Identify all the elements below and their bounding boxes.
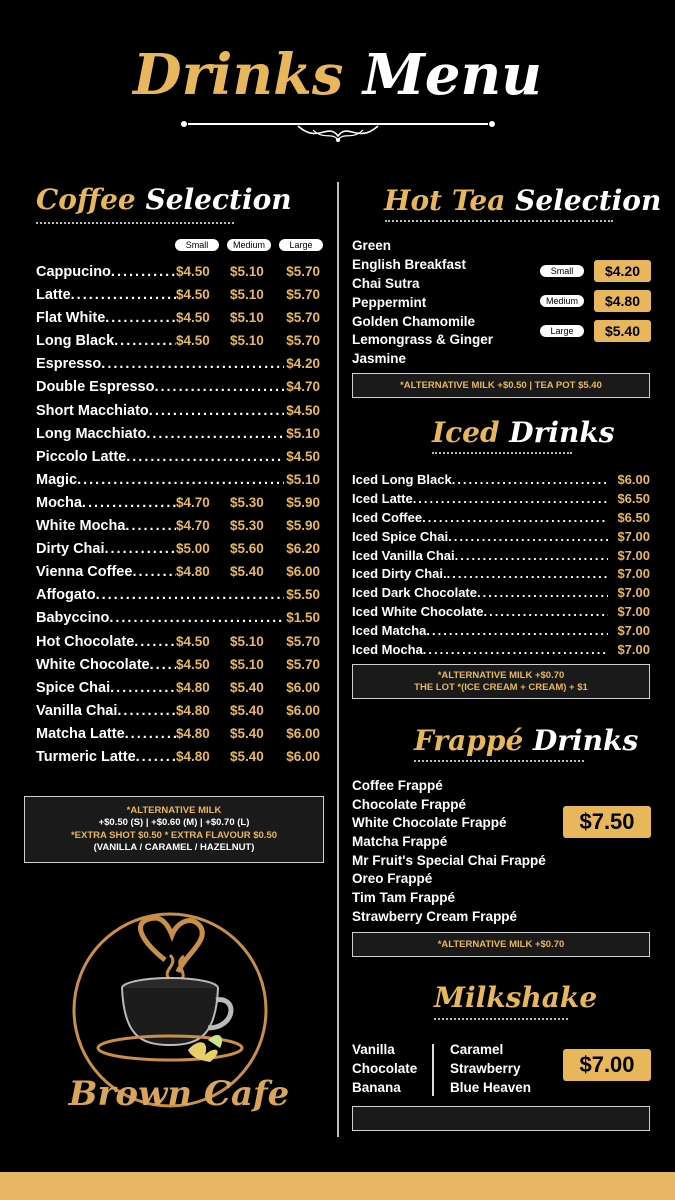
- hot-tea-heading: Hot Tea Selection: [384, 184, 662, 217]
- coffee-item-price: $5.40: [230, 564, 264, 580]
- column-divider: [337, 182, 339, 1137]
- iced-item-price: $6.50: [617, 509, 650, 525]
- milkshake-item: Strawberry: [450, 1060, 521, 1076]
- tea-item: Jasmine: [352, 351, 407, 367]
- coffee-list: [36, 263, 320, 771]
- coffee-item-price: $5.00: [176, 541, 210, 557]
- coffee-item-price: $4.50: [176, 310, 210, 326]
- coffee-item-price: $4.80: [176, 564, 210, 580]
- coffee-item-price: $5.40: [230, 725, 264, 741]
- milkshake-column-2: [450, 1041, 531, 1098]
- frappe-heading: Frappé Drinks: [414, 724, 639, 757]
- iced-item-price: $7.00: [617, 547, 650, 563]
- milkshake-note-box: [352, 1106, 650, 1131]
- coffee-item-price: $5.40: [230, 679, 264, 695]
- dot-leader: [96, 586, 284, 609]
- iced-item-price: $7.00: [617, 566, 650, 582]
- coffee-item-name: Affogato: [36, 587, 96, 604]
- coffee-item-row: [36, 355, 320, 378]
- coffee-item-price: $5.10: [230, 656, 264, 672]
- coffee-item-name: Spice Chai: [36, 679, 111, 696]
- coffee-heading: Coffee Selection: [36, 183, 292, 216]
- dot-leader: [125, 725, 176, 748]
- coffee-item-name: Latte: [36, 287, 71, 304]
- iced-item-name: Iced Dark Chocolate: [352, 585, 477, 601]
- coffee-item-price: $5.10: [286, 425, 320, 441]
- iced-item-row: [352, 565, 650, 584]
- coffee-item-name: Magic: [36, 471, 78, 488]
- iced-item-row: [352, 584, 650, 603]
- milkshake-item: Blue Heaven: [450, 1079, 532, 1095]
- coffee-item-price: $4.50: [176, 264, 210, 279]
- coffee-item-price: $5.60: [230, 541, 264, 557]
- size-pill-small: Small: [175, 239, 219, 251]
- coffee-item-row: [36, 702, 320, 725]
- iced-item-row: [352, 641, 650, 660]
- coffee-item-price: $5.40: [230, 748, 264, 764]
- coffee-item-name: Babyccino: [36, 610, 110, 627]
- coffee-item-price: $5.10: [230, 264, 264, 279]
- frappe-heading-underline: [414, 760, 584, 762]
- tea-item: Lemongrass & Ginger: [352, 332, 494, 348]
- coffee-item-name: Long Macchiato: [36, 425, 147, 442]
- coffee-item-row: [36, 656, 320, 679]
- iced-item-price: $7.00: [617, 585, 650, 601]
- dot-leader: [447, 565, 608, 584]
- title-ornament: [178, 110, 498, 150]
- coffee-item-row: [36, 517, 320, 540]
- coffee-item-row: [36, 633, 320, 656]
- dot-leader: [477, 584, 608, 603]
- coffee-item-name: Cappucino: [36, 264, 111, 280]
- coffee-item-price: $5.70: [286, 656, 320, 672]
- iced-item-name: Iced Coffee: [352, 509, 423, 525]
- coffee-item-row: [36, 448, 320, 471]
- iced-item-row: [352, 471, 650, 490]
- tea-item: Golden Chamomile: [352, 313, 476, 329]
- coffee-item-row: [36, 263, 320, 286]
- iced-item-row: [352, 509, 650, 528]
- iced-item-name: Iced Matcha: [352, 623, 427, 639]
- dot-leader: [455, 547, 608, 566]
- frappe-item: White Chocolate Frappé: [352, 815, 507, 831]
- dot-leader: [71, 286, 176, 309]
- iced-item-row: [352, 547, 650, 566]
- coffee-item-price: $5.40: [230, 702, 264, 718]
- coffee-item-row: [36, 471, 320, 494]
- iced-item-name: Iced Vanilla Chai: [352, 547, 455, 563]
- frappe-item: Chocolate Frappé: [352, 796, 467, 812]
- iced-item-name: Iced Long Black: [352, 472, 452, 487]
- coffee-item-name: Flat White: [36, 310, 106, 327]
- milkshake-price: $7.00: [563, 1049, 651, 1081]
- milkshake-item: Banana: [352, 1079, 401, 1095]
- frappe-item: Coffee Frappé: [352, 778, 443, 793]
- dot-leader: [452, 471, 608, 490]
- coffee-item-price: $4.50: [176, 287, 210, 303]
- coffee-item-name: White Chocolate: [36, 656, 150, 673]
- brown-cafe-logo: [60, 910, 300, 1150]
- coffee-item-row: [36, 748, 320, 771]
- dot-leader: [77, 471, 284, 494]
- dot-leader: [413, 490, 608, 509]
- coffee-item-price: $5.10: [230, 333, 264, 349]
- coffee-item-row: [36, 540, 320, 563]
- frappe-item: Mr Fruit's Special Chai Frappé: [352, 852, 546, 868]
- coffee-item-price: $4.20: [286, 356, 320, 372]
- coffee-item-price: $4.70: [176, 494, 210, 510]
- dot-leader: [105, 540, 177, 563]
- iced-note: *ALTERNATIVE MILK +$0.70 THE LOT *(ICE CREAM + CREAM) + $1: [352, 664, 650, 699]
- tea-price-small: $4.20: [594, 260, 651, 282]
- coffee-item-price: $4.50: [176, 633, 210, 649]
- size-pill-medium: Medium: [227, 239, 271, 251]
- frappe-price: $7.50: [563, 806, 651, 838]
- dot-leader: [111, 263, 176, 286]
- iced-item-name: Iced Latte: [352, 490, 413, 506]
- iced-item-name: Iced Mocha: [352, 642, 423, 658]
- tea-item: English Breakfast: [352, 256, 467, 272]
- coffee-item-price: $6.00: [286, 679, 320, 695]
- iced-heading: Iced Drinks: [432, 416, 615, 449]
- coffee-item-name: Matcha Latte: [36, 725, 125, 742]
- coffee-item-name: Short Macchiato: [36, 402, 149, 419]
- dot-leader: [134, 633, 176, 656]
- coffee-item-price: $5.70: [286, 310, 320, 326]
- dot-leader: [426, 622, 608, 641]
- hot-tea-heading-underline: [385, 220, 613, 222]
- coffee-item-price: $5.50: [286, 587, 320, 603]
- coffee-item-name: Long Black: [36, 333, 115, 350]
- dot-leader: [448, 528, 608, 547]
- iced-item-price: $7.00: [617, 604, 650, 620]
- coffee-item-price: $6.00: [286, 748, 320, 764]
- dot-leader: [110, 679, 176, 702]
- coffee-item-price: $1.50: [286, 610, 320, 626]
- coffee-item-price: $4.80: [176, 702, 210, 718]
- dot-leader: [82, 494, 176, 517]
- dot-leader: [154, 378, 284, 401]
- page-title: Drinks Menu: [133, 42, 542, 108]
- coffee-extras-note: *ALTERNATIVE MILK +$0.50 (S) | +$0.60 (M) | +$0.70 (L) *EXTRA SHOT $0.50 * EXTRA FLAVOUR $0.50 (VANILLA / CARAMEL / HAZELNUT): [24, 796, 324, 863]
- iced-item-name: Iced Dirty Chai.: [352, 566, 447, 582]
- frappe-item: Strawberry Cream Frappé: [352, 908, 518, 924]
- coffee-item-price: $5.70: [286, 633, 320, 649]
- coffee-heading-underline: [36, 222, 234, 224]
- coffee-item-row: [36, 378, 320, 401]
- dot-leader: [136, 748, 176, 771]
- coffee-item-price: $5.30: [230, 494, 264, 510]
- iced-item-row: [352, 622, 650, 641]
- hot-tea-note: *ALTERNATIVE MILK +$0.50 | TEA POT $5.40: [352, 373, 650, 398]
- frappe-item: Matcha Frappé: [352, 834, 448, 850]
- iced-heading-underline: [432, 452, 572, 454]
- coffee-item-price: $4.70: [176, 518, 210, 534]
- iced-list: [352, 471, 650, 660]
- tea-size-small: Small: [540, 265, 584, 277]
- coffee-item-price: $5.30: [230, 518, 264, 534]
- iced-item-row: [352, 603, 650, 622]
- coffee-item-price: $4.80: [176, 748, 210, 764]
- frappe-note: *ALTERNATIVE MILK +$0.70: [352, 932, 650, 957]
- coffee-item-row: [36, 402, 320, 425]
- iced-item-name: Iced White Chocolate: [352, 604, 484, 620]
- coffee-item-name: Hot Chocolate: [36, 633, 135, 650]
- coffee-item-row: [36, 309, 320, 332]
- coffee-item-price: $6.20: [286, 541, 320, 557]
- coffee-item-name: Vienna Coffee: [36, 564, 133, 581]
- coffee-item-name: Piccolo Latte: [36, 448, 127, 465]
- size-pill-large: Large: [279, 239, 323, 251]
- coffee-item-name: White Mocha: [36, 518, 126, 535]
- coffee-item-row: [36, 332, 320, 355]
- iced-item-price: $7.00: [617, 623, 650, 639]
- dot-leader: [101, 355, 284, 378]
- dot-leader: [132, 563, 176, 586]
- dot-leader: [114, 332, 176, 355]
- coffee-item-price: $4.80: [176, 725, 210, 741]
- dot-leader: [149, 402, 284, 425]
- coffee-item-price: $6.00: [286, 564, 320, 580]
- coffee-item-row: [36, 725, 320, 748]
- coffee-item-price: $5.70: [286, 287, 320, 303]
- tea-price-medium: $4.80: [594, 290, 651, 312]
- coffee-item-price: $4.50: [286, 402, 320, 418]
- dot-leader: [150, 656, 176, 679]
- tea-price-large: $5.40: [594, 320, 651, 342]
- iced-item-price: $7.00: [617, 528, 650, 544]
- dot-leader: [117, 702, 176, 725]
- coffee-item-price: $5.90: [286, 494, 320, 510]
- iced-item-row: [352, 528, 650, 547]
- coffee-item-price: $4.50: [176, 656, 210, 672]
- dot-leader: [423, 641, 608, 660]
- coffee-item-name: Vanilla Chai: [36, 702, 118, 719]
- dot-leader: [483, 603, 608, 622]
- tea-size-medium: Medium: [540, 295, 584, 307]
- dot-leader: [146, 425, 284, 448]
- coffee-item-price: $4.70: [286, 379, 320, 395]
- milkshake-separator: [432, 1044, 434, 1096]
- hot-tea-list: [352, 237, 493, 369]
- coffee-item-price: $5.70: [286, 333, 320, 349]
- coffee-item-price: $5.10: [230, 633, 264, 649]
- coffee-item-row: [36, 494, 320, 517]
- coffee-item-row: [36, 286, 320, 309]
- tea-item: Chai Sutra: [352, 275, 420, 291]
- coffee-item-name: Dirty Chai: [36, 541, 105, 558]
- coffee-item-name: Espresso: [36, 356, 102, 373]
- coffee-item-row: [36, 679, 320, 702]
- iced-item-name: Iced Spice Chai: [352, 528, 449, 544]
- coffee-item-price: $4.80: [176, 679, 210, 695]
- coffee-item-row: [36, 563, 320, 586]
- dot-leader: [105, 309, 176, 332]
- dot-leader: [125, 517, 176, 540]
- coffee-item-row: [36, 609, 320, 632]
- coffee-item-price: $4.50: [176, 333, 210, 349]
- coffee-item-name: Turmeric Latte: [36, 748, 136, 765]
- tea-item: Green: [352, 238, 392, 253]
- milkshake-column-1: [352, 1041, 417, 1098]
- dot-leader: [422, 509, 608, 528]
- coffee-item-name: Mocha: [36, 494, 82, 511]
- iced-item-row: [352, 490, 650, 509]
- iced-item-price: $6.00: [617, 472, 650, 487]
- milkshake-item: Vanilla: [352, 1042, 395, 1057]
- coffee-item-price: $5.10: [230, 310, 264, 326]
- milkshake-item: Chocolate: [352, 1060, 418, 1076]
- coffee-item-price: $4.50: [286, 448, 320, 464]
- coffee-item-price: $5.70: [286, 264, 320, 279]
- coffee-item-price: $5.90: [286, 518, 320, 534]
- coffee-item-row: [36, 586, 320, 609]
- milkshake-heading-underline: [434, 1018, 568, 1020]
- frappe-list: [352, 777, 546, 927]
- frappe-item: Oreo Frappé: [352, 871, 433, 887]
- tea-size-large: Large: [540, 325, 584, 337]
- coffee-item-price: $5.10: [286, 471, 320, 487]
- logo-text: Brown Cafe: [68, 1074, 290, 1114]
- dot-leader: [109, 609, 284, 632]
- footer-bar: [0, 1172, 675, 1200]
- coffee-item-price: $6.00: [286, 702, 320, 718]
- coffee-item-price: $5.10: [230, 287, 264, 303]
- coffee-item-name: Double Espresso: [36, 379, 155, 396]
- iced-item-price: $7.00: [617, 642, 650, 658]
- iced-item-price: $6.50: [617, 490, 650, 506]
- coffee-item-row: [36, 425, 320, 448]
- dot-leader: [126, 448, 284, 471]
- frappe-item: Tim Tam Frappé: [352, 890, 456, 906]
- milkshake-item: Caramel: [450, 1042, 504, 1057]
- milkshake-heading: Milkshake: [434, 981, 598, 1014]
- tea-item: Peppermint: [352, 294, 427, 310]
- coffee-item-price: $6.00: [286, 725, 320, 741]
